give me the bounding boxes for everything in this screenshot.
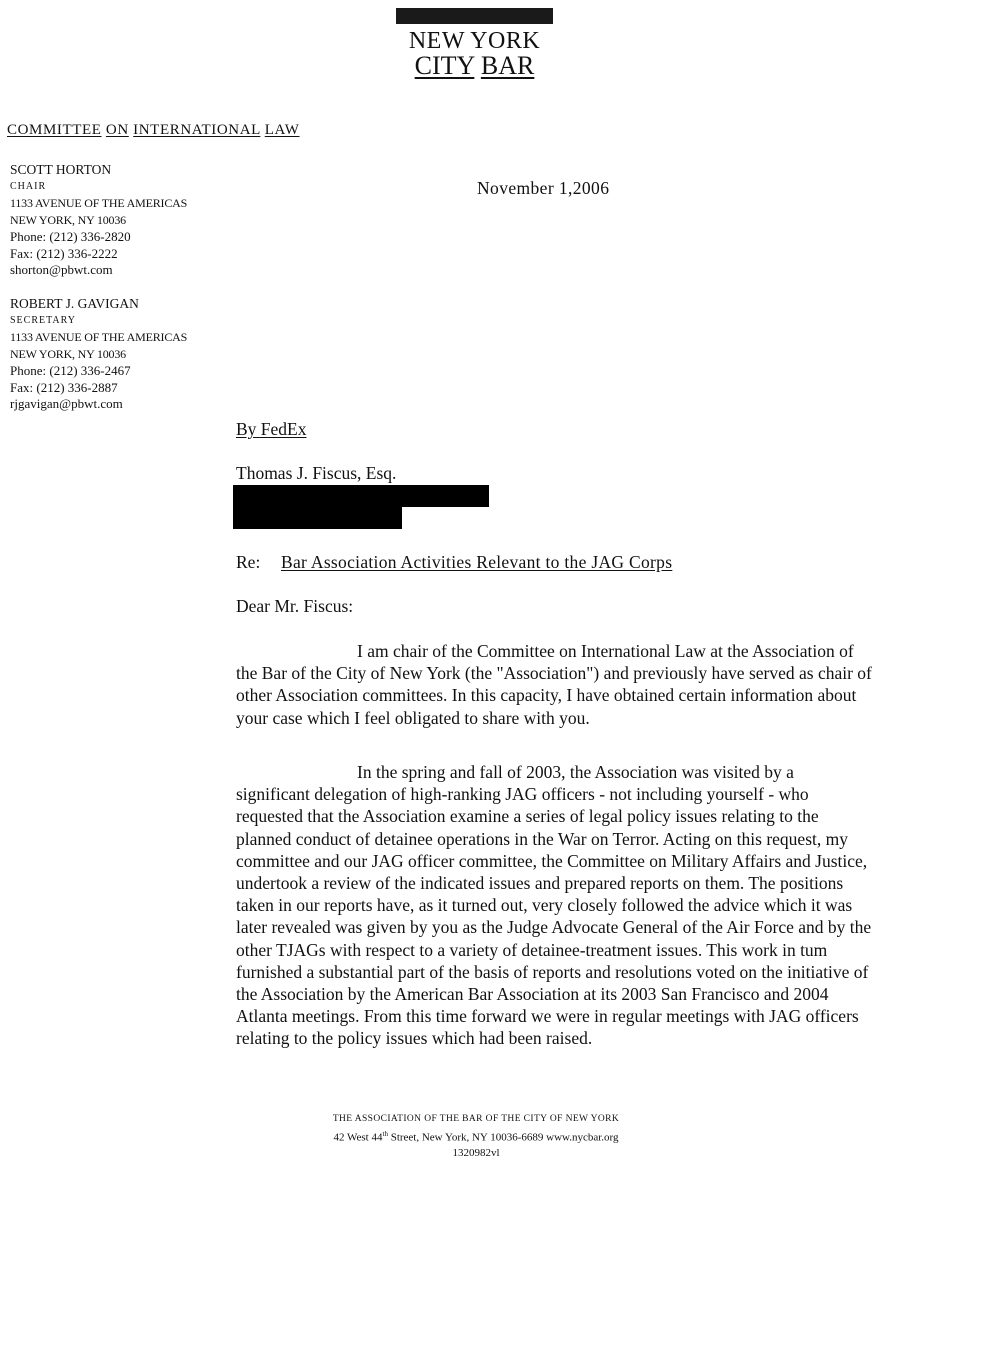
logo-word-city: CITY: [414, 51, 475, 80]
logo-bar: [396, 8, 553, 24]
footer: [236, 1112, 716, 1161]
committee-word: ON: [105, 122, 129, 138]
redaction-block: [233, 485, 489, 507]
footer-address-post: Street, New York, NY 10036-6689 www.nycbar.org: [387, 1131, 619, 1144]
contact-fax: Fax: (212) 336-2222: [10, 245, 118, 261]
recipient-name: Thomas J. Fiscus, Esq.: [236, 463, 397, 483]
contact-address1: 1133 AVENUE OF THE AMERICAS: [10, 196, 188, 211]
contact-name: ROBERT J. GAVIGAN: [10, 296, 139, 311]
body-paragraph: In the spring and fall of 2003, the Association was visited by a significant delegation of high-ranking JAG officers - not including yourself - who requested that the Association examine a series of legal policy issues relating to the planned conduct of detainee operations in the War on Terror. Acting on this request, my committee and our JAG officer committee, the Committee on Military Affairs and Justice, undertook a review of the indicated issues and prepared reports on them. The positions taken in our reports have, as it turned out, very closely followed the advice which it was later revealed was given by you as the Judge Advocate General of the Air Force and by the other TJAGs with respect to a variety of detainee-treatment issues. This work in tum furnished a substantial part of the basis of reports and resolutions voted on the initiative of the Association by the American Bar Association at its 2003 San Francisco and 2004 Atlanta meetings. From this time forward we were in regular meetings with JAG officers relating to the policy issues which had been raised.: [236, 762, 872, 1049]
committee-heading: [7, 122, 300, 139]
contact-address1: 1133 AVENUE OF THE AMERICAS: [10, 330, 188, 345]
committee-word: COMMITTEE: [7, 122, 102, 138]
delivery-method: By FedEx: [236, 419, 307, 439]
contact-chair: [10, 162, 187, 279]
body-paragraph: I am chair of the Committee on International Law at the Association of the Bar of the City of New York (the "Association") and previously have served as chair of other Association committees. In this capacity, I have obtained certain information about your case which I feel obligated to share with you.: [236, 641, 872, 728]
contact-phone: Phone: (212) 336-2820: [10, 228, 131, 244]
contact-phone: Phone: (212) 336-2467: [10, 362, 131, 378]
logo-line2: [396, 52, 553, 80]
committee-word: LAW: [264, 122, 300, 138]
contact-role: CHAIR: [10, 180, 47, 192]
footer-address-sup: th: [382, 1130, 388, 1138]
contact-fax: Fax: (212) 336-2887: [10, 379, 118, 395]
re-subject: Bar Association Activities Relevant to the JAG Corps: [281, 552, 673, 572]
contact-email: shorton@pbwt.com: [10, 262, 113, 278]
logo-line1: NEW YORK: [408, 28, 541, 54]
contact-address2: NEW YORK, NY 10036: [10, 347, 126, 362]
committee-word: INTERNATIONAL: [133, 122, 261, 138]
salutation: Dear Mr. Fiscus:: [236, 596, 354, 616]
footer-address: [236, 1127, 716, 1146]
contact-name: SCOTT HORTON: [10, 162, 112, 177]
logo-word-bar: BAR: [480, 51, 535, 80]
footer-address-pre: 42 West 44: [333, 1131, 383, 1144]
footer-doc-id: 1320982vl: [452, 1146, 500, 1159]
contact-role: SECRETARY: [10, 314, 76, 326]
letter-date: November 1,2006: [477, 178, 610, 198]
contact-address2: NEW YORK, NY 10036: [10, 213, 126, 228]
footer-org: THE ASSOCIATION OF THE BAR OF THE CITY OF NEW YORK: [332, 1114, 620, 1124]
re-label: Re:: [236, 552, 261, 572]
contact-secretary: [10, 296, 187, 413]
contact-email: rjgavigan@pbwt.com: [10, 396, 123, 412]
redaction-block: [233, 507, 402, 529]
